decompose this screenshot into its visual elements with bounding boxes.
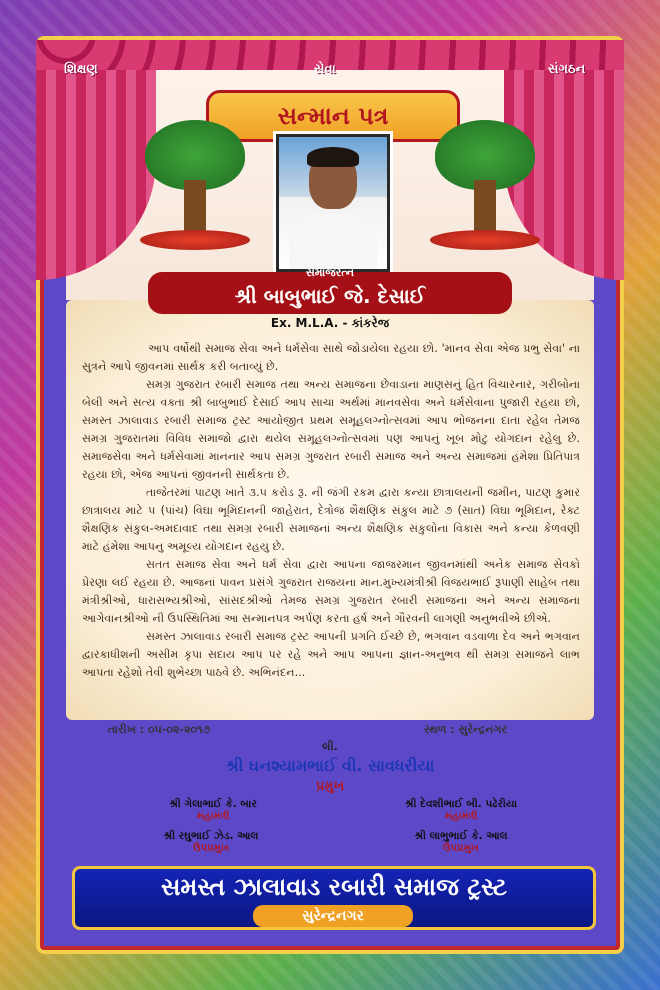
member-role: મહામંત્રી [196, 811, 230, 822]
member-name: શ્રી લાભુભાઈ કે. આલ [414, 830, 508, 842]
tag-education: શિક્ષણ [64, 62, 98, 77]
trust-box [72, 866, 596, 930]
member-role: મહામંત્રી [444, 811, 478, 822]
citation-paragraph: સમગ્ર ગુજરાત રબારી સમાજ તથા અન્ય સમાજના છેવાડાના માણસનું હિત વિચારનાર, ગરીબોના બેલી અને સત્ય વક્તા શ્રી બાબુભાઈ દેસાઈ આપ સાચા અર્થમાં માનવસેવા અને ધર્મસેવાના પુજારી રહયા છો, સમસ્ત ઝાલાવાડ રબારી સમાજ ટ્રસ્ટ આયોજીત પ્રથમ સમૂહલગ્નોત્સવમાં આપ ભોજનના દાતા રહેલ તેમજ સમગ્ર ગુજરાતમાં વિવિધ સમાજો દ્વારા થયેલ સમૂહલગ્નોત્સવમાં પણ આપનું ખૂબ મોટુ યોગદાન રહેલુ છે. સમાજસેવા અને ધર્મસેવામાં માનનાર આપ સમગ્ર ગુજરાત રબારી સમાજ અને અન્ય સમાજમાં હંમેશા પ્રિતિપાત્ર રહયા છો, એજ આપનાં જીવનની સાર્થકતા છે. [82, 378, 580, 481]
tag-organization: સંગઠન [548, 62, 586, 77]
member-role: ઉપપ્રમુખ [443, 843, 479, 854]
honoree-designation: Ex. M.L.A. - કાંકરેજ [270, 316, 390, 330]
li-label: લી. [322, 740, 338, 753]
member-signature [376, 798, 546, 822]
tag-service: સેવા [314, 62, 336, 77]
place-label: સ્થળ : સુરેન્દ્રનગર [424, 723, 508, 736]
member-signature [376, 830, 546, 854]
member-name: શ્રી રઘુભાઈ ઝેડ. આલ [163, 830, 259, 842]
honoree-photo [276, 134, 390, 272]
trust-city: સુરેન્દ્રનગર [253, 905, 413, 927]
member-role: ઉપપ્રમુખ [193, 843, 229, 854]
member-signature [126, 830, 296, 854]
member-name: શ્રી ગેલાભાઈ કે. બાર [169, 798, 257, 810]
tree-icon [140, 120, 250, 250]
honoree-title: સમાજરત્ન [305, 266, 355, 279]
citation-paragraph: સમસ્ત ઝાલાવાડ રબારી સમાજ ટ્રસ્ટ આપની પ્રગતિ ઈચ્છે છે, ભગવાન વડવાળા દેવ અને ભગવાન દ્વારકાધીશની અસીમ કૃપા સદાય આપ પર રહે અને આપ આપના જ્ઞાન-અનુભવ થી સમગ્ર સમાજને લાભ આપતા રહેશો તેવી શુભેચ્છા પાઠવે છે. અભિનંદન... [82, 630, 580, 679]
tree-icon [430, 120, 540, 250]
citation-text [82, 340, 580, 682]
name-plate [148, 266, 512, 314]
date-label: તારીખ : ૦૫-૦૨-૨૦૧૭ [108, 723, 211, 736]
citation-paragraph: આપ વર્ષોથી સમાજ સેવા અને ધર્મસેવા સાથે જોડાયેલા રહયા છો. 'માનવ સેવા એજ પ્રભુ સેવા' ના સુત્રને આપે જીવનમાં સાર્થક કરી બતાવ્યું છે. [82, 342, 580, 373]
title-banner: સન્માન પત્ર [206, 90, 460, 142]
member-name: શ્રી દેવશીભાઈ બી. પઢેરીયા [404, 798, 518, 810]
honoree-name: શ્રી બાબુભાઈ જે. દેસાઈ [234, 284, 426, 308]
trust-name: સમસ્ત ઝાલાવાડ રબારી સમાજ ટ્રસ્ટ [160, 873, 508, 901]
member-signature [128, 798, 298, 822]
citation-paragraph: સતત સમાજ સેવા અને ધર્મ સેવા દ્વારા આપના જાજરમાન જીવનમાંથી અનેક સમાજ સેવકો પ્રેરણા લઈ રહયા છે. આજનાં પાવન પ્રસંગે ગુજરાત રાજયના માન.મુખ્યમંત્રીશ્રી વિજયભાઈ રૂપાણી સાહેબ તથા મંત્રીશ્રીઓ, ધારાસભ્યશ્રીઓ, સાંસદશ્રીઓ તેમજ સમગ્ર ગુજરાત રબારી સમાજના અને અન્ય સમાજના આગેવાનશ્રીઓ ની ઉપસ્થિતિમાં આ સન્માનપત્ર અર્પણ કરતા હર્ષ અને ગૌરવની લાગણી અનુભવીએ છીએ. [82, 558, 580, 625]
president-role: પ્રમુખ [315, 779, 345, 794]
president-name: શ્રી ઘનશ્યામભાઈ વી. સાવધરીયા [225, 756, 435, 775]
citation-paragraph: તાજેતરમાં પાટણ ખાતે ૩.૫ કરોડ રૂ. ની જંગી રકમ દ્વારા કન્યા છાત્રાલયની જમીન, પાટણ કુમાર છાત્રાલય માટે ૫ (પાંચ) વિઘા ભૂમિદાનની જાહેરાત, દેત્રોજ શૈક્ષણિક સંકુલ માટે ૭ (સાત) વિઘા ભૂમિદાન, રેક્ટ શૈક્ષણિક સંકુલ-અમદાવાદ તથા સમગ્ર રબારી સમાજનાં અન્ય શૈક્ષણિક સંકુલોના વિકાસ અને કન્યા કેળવણી માટે હંમેશા આપનુ અમૂલ્ય યોગદાન રહયુ છે. [82, 486, 580, 553]
